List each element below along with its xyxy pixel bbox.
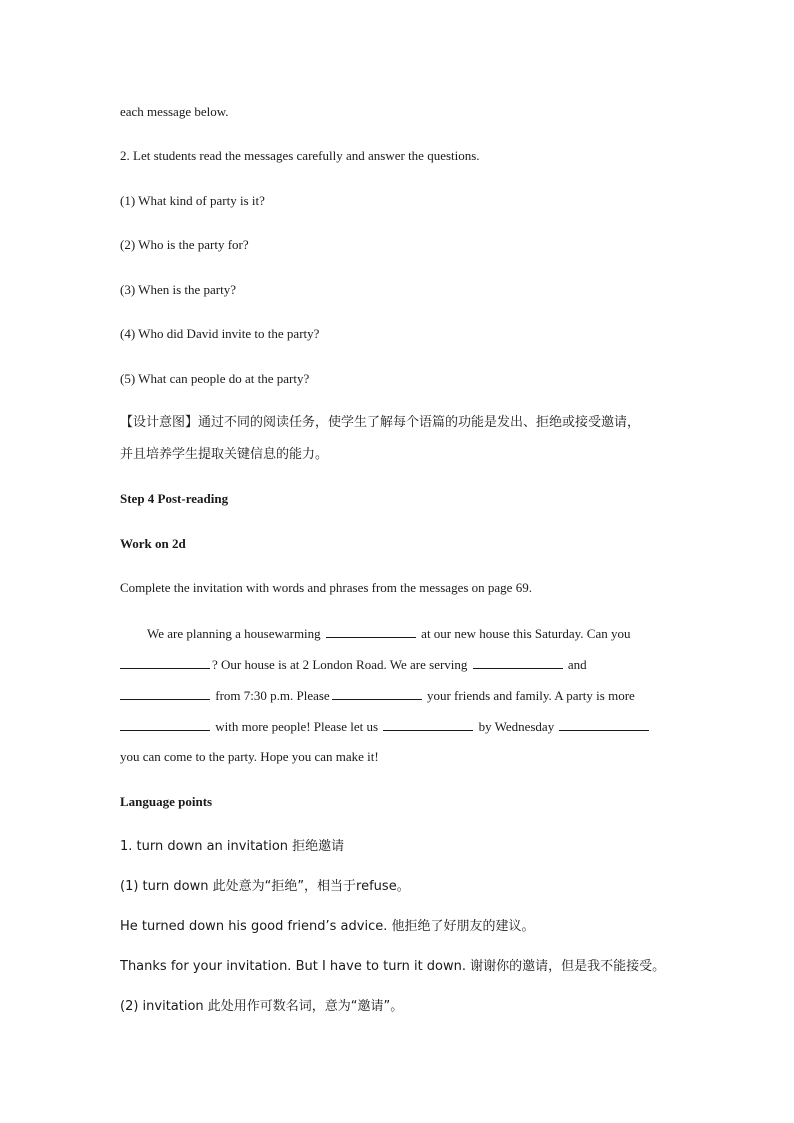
fill-blank — [326, 625, 416, 638]
design-intent-line-2: 并且培养学生提取关键信息的能力。 — [120, 447, 329, 462]
example-sentence-2: Thanks for your invitation. But I have to turn it down. 谢谢你的邀请，但是我不能接受。 — [120, 959, 666, 974]
invitation-line-2 — [120, 656, 587, 673]
fill-blank — [383, 718, 473, 731]
fill-blank — [120, 687, 210, 700]
fill-blank — [332, 687, 422, 700]
invitation-line-3 — [120, 687, 635, 704]
invitation-text: at our new house this Saturday. Can you — [421, 626, 631, 641]
invitation-text: with more people! Please let us — [215, 719, 379, 734]
fill-blank — [120, 718, 210, 731]
design-intent-line-1: 【设计意图】通过不同的阅读任务，使学生了解每个语篇的功能是发出、拒绝或接受邀请， — [120, 415, 641, 430]
invitation-line-4 — [120, 718, 651, 735]
invitation-line-5: you can come to the party. Hope you can make it! — [120, 749, 379, 764]
invitation-line-1 — [147, 625, 630, 642]
fill-blank — [120, 656, 210, 669]
invitation-text: ? Our house is at 2 London Road. We are serving — [212, 657, 468, 672]
step-heading: Step 4 Post-reading — [120, 491, 229, 506]
question-1: (1) What kind of party is it? — [120, 193, 265, 208]
example-sentence-1: He turned down his good friend’s advice. 他拒绝了好朋友的建议。 — [120, 919, 535, 934]
question-3: (3) When is the party? — [120, 282, 236, 297]
invitation-text: your friends and family. A party is more — [426, 688, 635, 703]
fill-blank — [559, 718, 649, 731]
question-4: (4) Who did David invite to the party? — [120, 326, 320, 341]
question-2: (2) Who is the party for? — [120, 237, 249, 252]
instruction-line: 2. Let students read the messages carefully and answer the questions. — [120, 148, 480, 163]
invitation-text: from 7:30 p.m. Please — [215, 688, 330, 703]
invitation-text: and — [567, 657, 587, 672]
language-sub-1: (1) turn down 此处意为“拒绝”，相当于refuse。 — [120, 879, 410, 894]
invitation-text: by Wednesday — [478, 719, 555, 734]
language-item-1: 1. turn down an invitation 拒绝邀请 — [120, 839, 345, 854]
language-points-heading: Language points — [120, 794, 213, 809]
question-5: (5) What can people do at the party? — [120, 371, 310, 386]
text-line: each message below. — [120, 104, 229, 119]
task-instruction: Complete the invitation with words and phrases from the messages on page 69. — [120, 580, 532, 595]
language-sub-2: (2) invitation 此处用作可数名词，意为“邀请”。 — [120, 999, 404, 1014]
invitation-text: We are planning a housewarming — [147, 626, 321, 641]
section-heading: Work on 2d — [120, 536, 186, 551]
fill-blank — [473, 656, 563, 669]
